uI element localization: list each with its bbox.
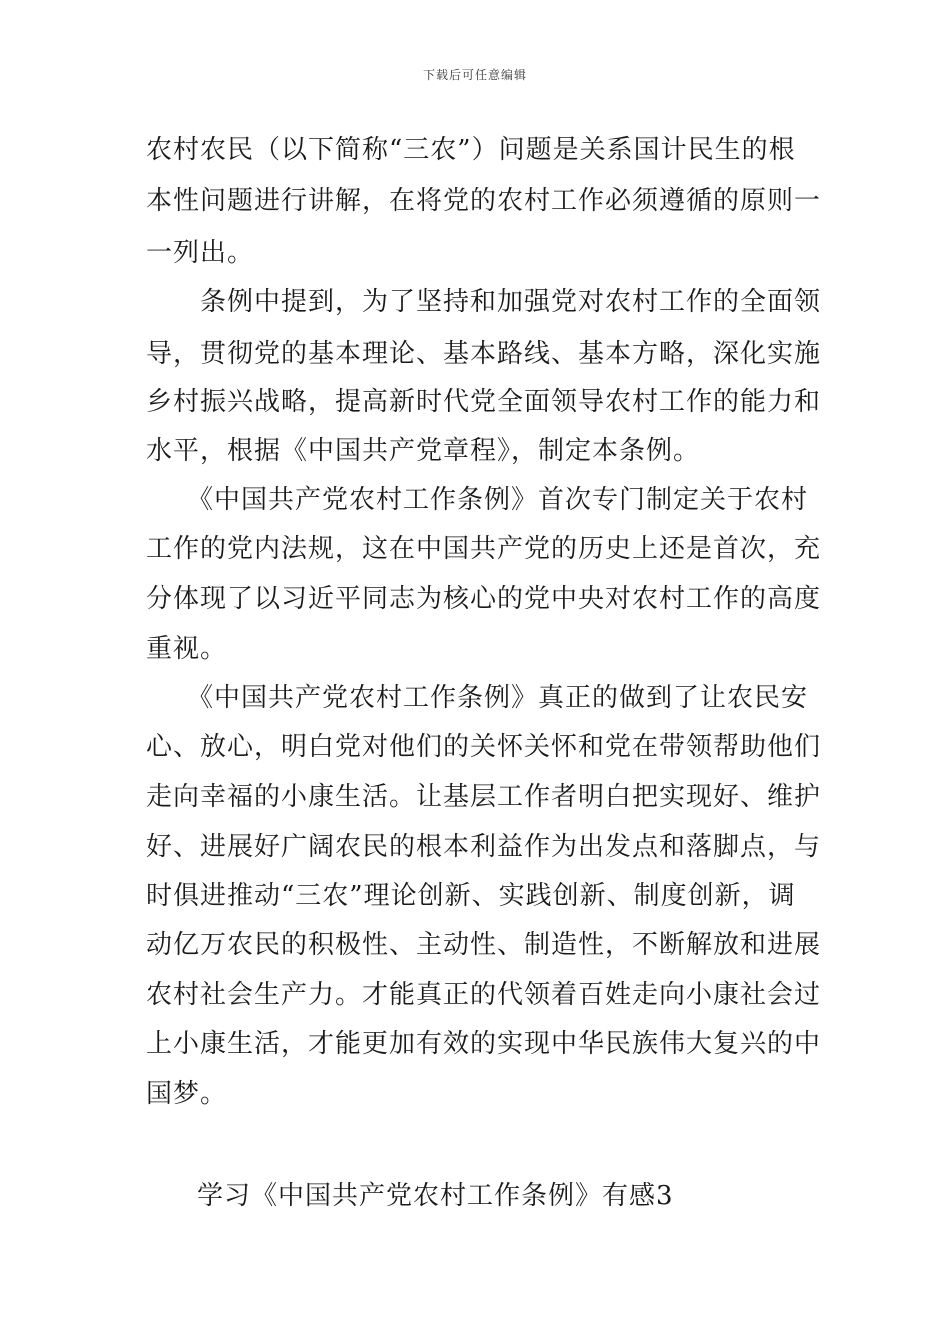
- body-line: 条例中提到，为了坚持和加强党对农村工作的全面领: [146, 287, 822, 317]
- body-line: 上小康生活，才能更加有效的实现中华民族伟大复兴的中: [146, 1029, 822, 1059]
- body-line: 《中国共产党农村工作条例》真正的做到了让农民安: [146, 683, 809, 713]
- body-line: 农村社会生产力。才能真正的代领着百姓走向小康社会过: [146, 980, 822, 1010]
- body-line: 农村农民（以下简称“三农”）问题是关系国计民生的根: [146, 135, 796, 165]
- section-heading: 学习《中国共产党农村工作条例》有感3: [197, 1181, 674, 1211]
- body-line: 一列出。: [146, 238, 255, 268]
- body-line: 好、进展好广阔农民的根本利益作为出发点和落脚点，与: [146, 832, 822, 862]
- body-line: 时俱进推动“三农”理论创新、实践创新、制度创新，调: [146, 881, 796, 911]
- body-line: 动亿万农民的积极性、主动性、制造性，不断解放和进展: [146, 930, 822, 960]
- body-line: 分体现了以习近平同志为核心的党中央对农村工作的高度: [146, 584, 822, 614]
- body-line: 导，贯彻党的基本理论、基本路线、基本方略，深化实施: [146, 339, 822, 369]
- page-header: 下载后可任意编辑: [422, 68, 527, 82]
- body-line: 重视。: [146, 634, 228, 664]
- body-line: 工作的党内法规，这在中国共产党的历史上还是首次，充: [146, 534, 822, 564]
- body-line: 走向幸福的小康生活。让基层工作者明白把实现好、维护: [146, 782, 822, 812]
- body-line: 心、放心，明白党对他们的关怀关怀和党在带领帮助他们: [146, 732, 822, 762]
- body-line: 水平，根据《中国共产党章程》，制定本条例。: [146, 436, 701, 466]
- body-line: 本性问题进行讲解，在将党的农村工作必须遵循的原则一: [146, 186, 822, 216]
- body-line: 国梦。: [146, 1079, 228, 1109]
- body-line: 《中国共产党农村工作条例》首次专门制定关于农村: [146, 485, 809, 515]
- body-line: 乡村振兴战略，提高新时代党全面领导农村工作的能力和: [146, 387, 822, 417]
